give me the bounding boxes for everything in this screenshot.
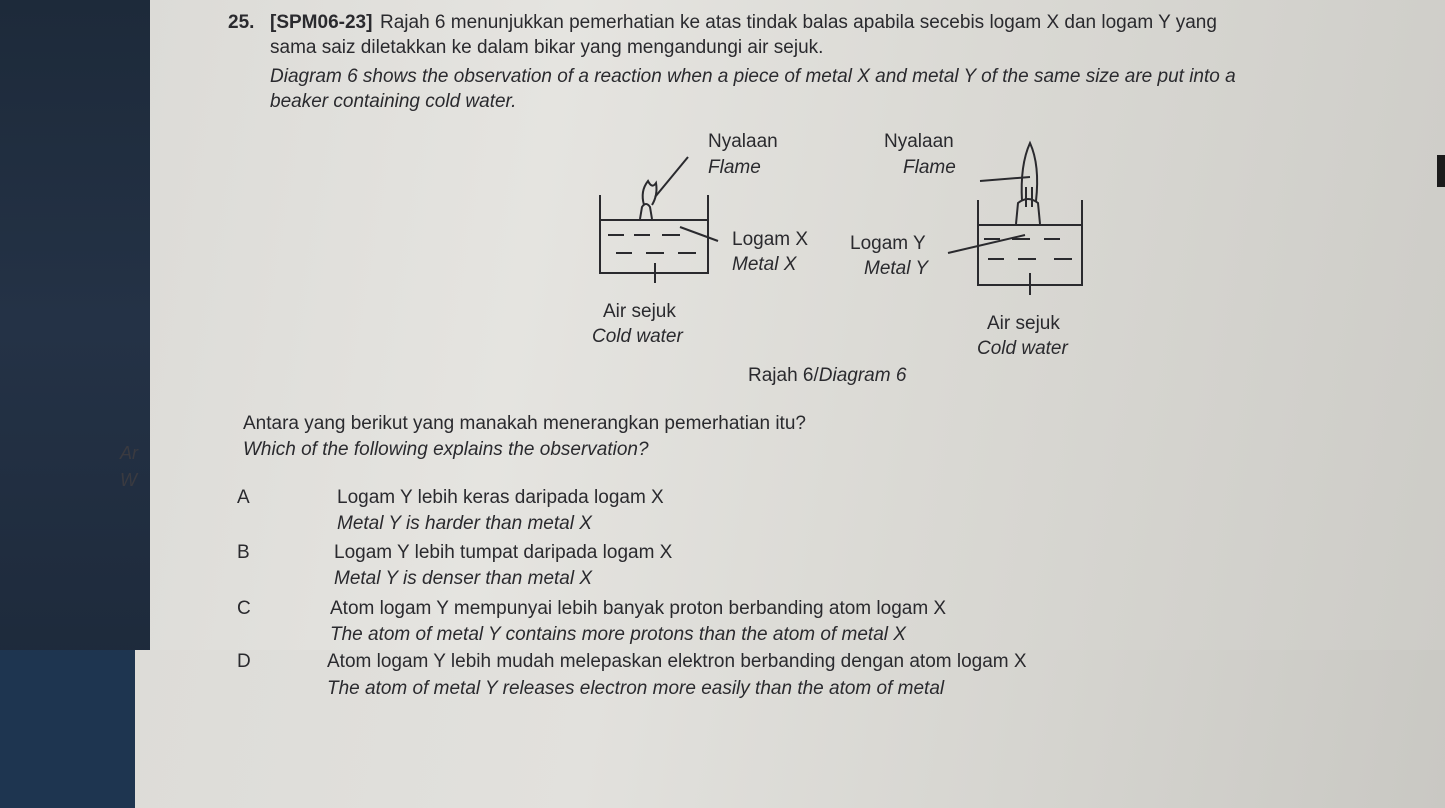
- beaker-x: [600, 157, 718, 283]
- paper-sheet-lower: [135, 650, 1445, 808]
- left-metal-malay: Logam X: [732, 229, 809, 250]
- left-metal-english: Metal X: [732, 254, 797, 275]
- beaker-y: [948, 143, 1082, 295]
- option-d-letter: D: [237, 651, 251, 672]
- right-flame-english: Flame: [903, 157, 956, 178]
- option-b-letter: B: [237, 542, 250, 563]
- margin-mark-2: W: [120, 470, 137, 490]
- option-d-english: The atom of metal Y releases electron more easily than the atom of metal: [327, 678, 945, 699]
- right-metal-english: Metal Y: [864, 258, 929, 279]
- flame-y: [1022, 143, 1037, 201]
- question-malay-line1: Rajah 6 menunjukkan pemerhatian ke atas tindak balas apabila secebis logam X dan logam Y yang: [380, 12, 1217, 33]
- option-a-english: Metal Y is harder than metal X: [337, 513, 592, 534]
- background-dark-lower: [0, 650, 135, 808]
- right-water-malay: Air sejuk: [987, 313, 1060, 334]
- question-code: [SPM06-23]: [270, 12, 373, 33]
- right-water-english: Cold water: [977, 338, 1068, 359]
- binder-tab: [1437, 155, 1445, 187]
- reaction-diagram: [560, 125, 1100, 305]
- question-number: 25.: [228, 12, 255, 33]
- prompt-english: Which of the following explains the observation?: [243, 439, 649, 460]
- left-flame-english: Flame: [708, 157, 761, 178]
- right-flame-malay: Nyalaan: [884, 131, 954, 152]
- option-a-letter: A: [237, 487, 250, 508]
- option-c-english: The atom of metal Y contains more protons than the atom of metal X: [330, 624, 906, 645]
- question-english-line2: beaker containing cold water.: [270, 91, 517, 112]
- option-c-malay: Atom logam Y mempunyai lebih banyak proton berbanding atom logam X: [330, 598, 947, 619]
- option-d-malay: Atom logam Y lebih mudah melepaskan elektron berbanding dengan atom logam X: [327, 651, 1027, 672]
- option-c-letter: C: [237, 598, 251, 619]
- left-water-malay: Air sejuk: [603, 301, 676, 322]
- option-a-malay: Logam Y lebih keras daripada logam X: [337, 487, 664, 508]
- diagram-caption: Rajah 6/Diagram 6: [748, 365, 907, 386]
- left-flame-malay: Nyalaan: [708, 131, 778, 152]
- question-malay-line2: sama saiz diletakkan ke dalam bikar yang mengandungi air sejuk.: [270, 37, 824, 58]
- prompt-malay: Antara yang berikut yang manakah menerangkan pemerhatian itu?: [243, 413, 806, 434]
- option-b-english: Metal Y is denser than metal X: [334, 568, 593, 589]
- flame-x: [643, 181, 657, 205]
- option-b-malay: Logam Y lebih tumpat daripada logam X: [334, 542, 673, 563]
- question-english-line1: Diagram 6 shows the observation of a reaction when a piece of metal X and metal Y of the same size are put into a: [270, 66, 1236, 87]
- left-water-english: Cold water: [592, 326, 683, 347]
- right-metal-malay: Logam Y: [850, 233, 926, 254]
- margin-mark-1: Ar: [120, 443, 138, 463]
